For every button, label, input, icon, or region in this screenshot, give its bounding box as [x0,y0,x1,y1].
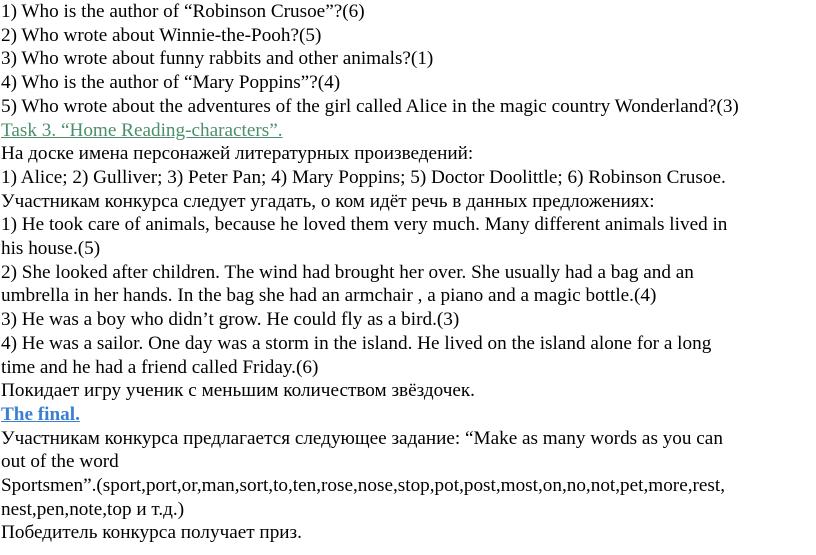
task3-names: 1) Alice; 2) Gulliver; 3) Peter Pan; 4) Mary Poppins; 5) Doctor Doolittle; 6) Robinson Crusoe. [1,166,726,188]
task3-clue-line-1: 1) He took care of animals, because he loved them very much. Many different animals lived in [1,214,728,236]
question-3: 3) Who wrote about funny rabbits and other animals?(1) [1,48,434,70]
final-task-line-2: out of the word [1,451,119,473]
task3-clue-line-5: 3) He was a boy who didn’t grow. He could fly as a bird.(3) [1,309,460,331]
task3-clue-line-6: 4) He was a sailor. One day was a storm in the island. He lived on the island alone for a long [1,332,712,354]
final-task-line-3: Sportsmen”.(sport,port,or,man,sort,to,ten,rose,nose,stop,pot,post,most,on,no,not,pet,more,rest, [1,475,726,497]
task3-clue-line-4: umbrella in her hands. In the bag she had an armchair , a piano and a magic bottle.(4) [1,285,657,307]
task3-clue-line-3: 2) She looked after children. The wind had brought her over. She usually had a bag and an [1,261,694,283]
question-5: 5) Who wrote about the adventures of the girl called Alice in the magic country Wonderland?(3) [1,95,739,117]
task3-intro: На доске имена персонажей литературных произведений: [1,143,474,165]
final-task-line-1: Участникам конкурса предлагается следующее задание: “Make as many words as you can [1,427,723,449]
question-2: 2) Who wrote about Winnie-the-Pooh?(5) [1,24,322,46]
task3-heading: Task 3. “Home Reading-characters”. [1,119,283,141]
question-4: 4) Who is the author of “Mary Poppins”?(4) [1,72,341,94]
final-task-line-4: nest,pen,note,top и т.д.) [1,498,185,520]
task3-clue-line-7: time and he had a friend called Friday.(6) [1,356,319,378]
question-1: 1) Who is the author of “Robinson Crusoe”?(6) [1,1,365,22]
task3-instruction: Участникам конкурса следует угадать, о ком идёт речь в данных предложениях: [1,190,655,212]
final-heading: The final. [1,403,80,425]
task3-leave-rule: Покидает игру ученик с меньшим количеством звёздочек. [1,380,475,402]
task3-clue-line-2: his house.(5) [1,238,101,260]
final-winner: Победитель конкурса получает приз. [1,522,302,544]
